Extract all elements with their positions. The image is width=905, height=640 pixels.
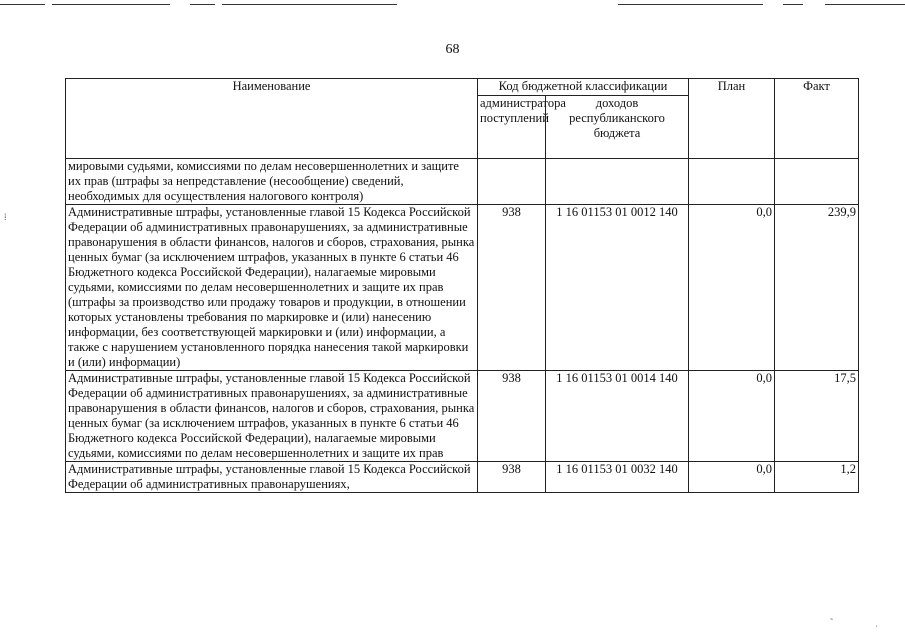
table-row xyxy=(66,371,859,462)
table-row xyxy=(66,159,859,205)
top-rule xyxy=(190,4,215,5)
header-income: доходов республиканского бюджета xyxy=(546,96,689,159)
scan-artifact: ˜ xyxy=(830,617,833,627)
top-rule xyxy=(222,4,397,5)
row-plan: 0,0 xyxy=(689,205,775,371)
row-admin-code: 938 xyxy=(478,371,546,462)
row-fact: 1,2 xyxy=(775,462,859,493)
header-admin: администратора поступлений xyxy=(478,96,546,159)
row-budget-code: 1 16 01153 01 0012 140 xyxy=(546,205,689,371)
table-header-row xyxy=(66,79,859,96)
table-row xyxy=(66,462,859,493)
row-fact: 17,5 xyxy=(775,371,859,462)
scan-artifact: ˌ xyxy=(875,617,878,627)
top-rule xyxy=(825,4,905,5)
header-plan: План xyxy=(689,79,775,159)
row-budget-code: 1 16 01153 01 0032 140 xyxy=(546,462,689,493)
row-admin-code xyxy=(478,159,546,205)
top-rule xyxy=(52,4,170,5)
row-name: Административные штрафы, установленные главой 15 Кодекса Российской Федерации об административных правонарушениях, за административные правонарушения в области финансов, налогов и сборов, страхования, рынка ценных бумаг (за исключением штрафов, указанных в пункте 6 статьи 46 Бюджетного кодекса Российской Федерации), налагаемые мировыми судьями, комиссиями по делам несовершеннолетних и защите их прав xyxy=(66,371,478,462)
table-row xyxy=(66,205,859,371)
header-name: Наименование xyxy=(66,79,478,159)
row-fact: 239,9 xyxy=(775,205,859,371)
row-name: мировыми судьями, комиссиями по делам несовершеннолетних и защите их прав (штрафы за непредставление (несообщение) сведений, необходимых для осуществления налогового контроля) xyxy=(66,159,478,205)
top-rule xyxy=(783,4,803,5)
row-plan: 0,0 xyxy=(689,462,775,493)
page-number: 68 xyxy=(445,42,460,57)
row-name: Административные штрафы, установленные главой 15 Кодекса Российской Федерации об административных правонарушениях, xyxy=(66,462,478,493)
row-admin-code: 938 xyxy=(478,205,546,371)
row-admin-code: 938 xyxy=(478,462,546,493)
top-rule xyxy=(618,4,763,5)
scan-artifact: ⁞ xyxy=(4,212,7,222)
header-fact: Факт xyxy=(775,79,859,159)
row-plan xyxy=(689,159,775,205)
row-budget-code xyxy=(546,159,689,205)
row-name: Административные штрафы, установленные главой 15 Кодекса Российской Федерации об административных правонарушениях, за административные правонарушения в области финансов, налогов и сборов, страхования, рынка ценных бумаг (за исключением штрафов, указанных в пункте 6 статьи 46 Бюджетного кодекса Российской Федерации), налагаемые мировыми судьями, комиссиями по делам несовершеннолетних и защите их прав (штрафы за производство или продажу товаров и продукции, в отношении которых установлены требования по маркировке и (или) нанесению информации, без соответствующей маркировки и (или) информации, а также с нарушением установленного порядка нанесения такой маркировки и (или) информации) xyxy=(66,205,478,371)
header-budget-code: Код бюджетной классификации xyxy=(478,79,689,96)
top-rule xyxy=(0,4,45,5)
budget-table xyxy=(65,78,859,493)
row-fact xyxy=(775,159,859,205)
row-budget-code: 1 16 01153 01 0014 140 xyxy=(546,371,689,462)
row-plan: 0,0 xyxy=(689,371,775,462)
